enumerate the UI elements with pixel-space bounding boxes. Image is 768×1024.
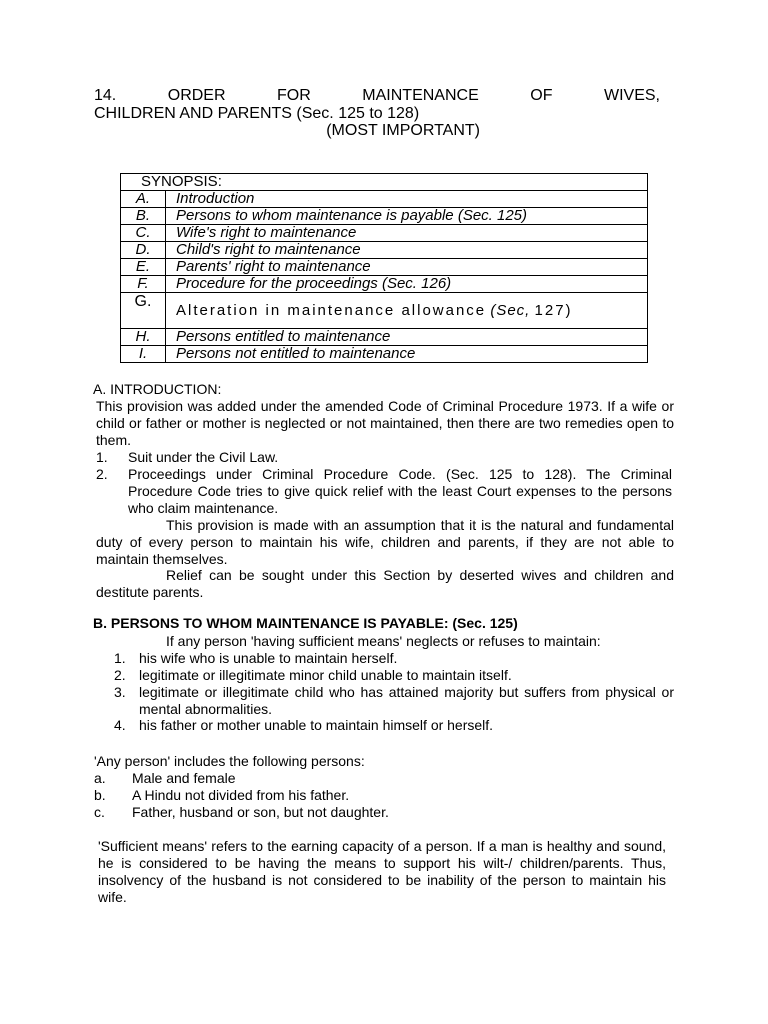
section-a-para-1: This provision was added under the amended Code of Criminal Procedure 1973. If a wife or child or father or mother is neglected or not maintained, then there are two remedies open to them.	[96, 398, 674, 448]
section-a-para-2: This provision is made with an assumption that it is the natural and fundamental duty of every person to maintain his wife, children and parents, if they are not able to maintain themselves.	[96, 517, 674, 567]
synopsis-label: Introduction	[166, 191, 648, 208]
list-item-text: his father or mother unable to maintain himself or herself.	[139, 717, 494, 733]
any-person-intro: 'Any person' includes the following persons:	[94, 753, 365, 769]
synopsis-row	[121, 259, 648, 276]
list-item-text: Father, husband or son, but not daughter.	[132, 804, 389, 820]
synopsis-row	[121, 293, 648, 329]
synopsis-row	[121, 208, 648, 225]
synopsis-row	[121, 276, 648, 293]
synopsis-table	[120, 173, 648, 363]
list-item-letter: c.	[94, 804, 105, 820]
list-item-text: Suit under the Civil Law.	[128, 449, 279, 465]
synopsis-letter: G.	[121, 293, 166, 329]
list-item-number: 2.	[114, 667, 126, 683]
list-item-letter: a.	[94, 770, 106, 786]
synopsis-letter: D.	[121, 242, 166, 259]
section-b-intro: If any person 'having sufficient means' neglects or refuses to maintain:	[166, 633, 601, 649]
synopsis-label: Persons entitled to maintenance	[166, 329, 648, 346]
synopsis-letter: A.	[121, 191, 166, 208]
synopsis-letter: F.	[121, 276, 166, 293]
sufficient-means-para: 'Sufficient means' refers to the earning capacity of a person. If a man is healthy and sound, he is considered to be having the means to support his wilt-/ children/parents. Thus, insolvency of the husband is not considered to be inability of the person to maintain his wife.	[98, 838, 666, 905]
synopsis-label: Persons not entitled to maintenance	[166, 346, 648, 363]
synopsis-letter: C.	[121, 225, 166, 242]
synopsis-heading: SYNOPSIS:	[121, 174, 648, 191]
synopsis-letter: H.	[121, 329, 166, 346]
list-item-text: Male and female	[132, 770, 236, 786]
section-b-heading: B. PERSONS TO WHOM MAINTENANCE IS PAYABLE: (Sec. 125)	[93, 615, 518, 631]
list-item-text: Proceedings under Criminal Procedure Code. (Sec. 125 to 128). The Criminal Procedure Code tries to give quick relief with the least Court expenses to the persons who claim maintenance.	[128, 466, 672, 516]
synopsis-label: Parents' right to maintenance	[166, 259, 648, 276]
synopsis-label: Wife's right to maintenance	[166, 225, 648, 242]
synopsis-label: Child's right to maintenance	[166, 242, 648, 259]
synopsis-row	[121, 191, 648, 208]
synopsis-row	[121, 242, 648, 259]
list-item-text: legitimate or illegitimate child who has attained majority but suffers from physical or mental abnormalities.	[139, 684, 674, 717]
synopsis-letter: B.	[121, 208, 166, 225]
list-item-number: 1.	[114, 650, 126, 666]
list-item-number: 4.	[114, 717, 126, 733]
synopsis-letter: I.	[121, 346, 166, 363]
list-item-text: legitimate or illegitimate minor child unable to maintain itself.	[139, 667, 512, 683]
list-item-number: 3.	[114, 684, 126, 700]
section-a-para-3: Relief can be sought under this Section by deserted wives and children and destitute parents.	[96, 567, 674, 600]
list-item-text: A Hindu not divided from his father.	[132, 787, 350, 803]
synopsis-header-row	[121, 174, 648, 191]
synopsis-label: Procedure for the proceedings (Sec. 126)	[166, 276, 648, 293]
title-line-2: CHILDREN AND PARENTS (Sec. 125 to 128)	[94, 105, 420, 122]
title-line-3: (MOST IMPORTANT)	[326, 122, 480, 139]
title-line-1: 14. ORDER FOR MAINTENANCE OF WIVES,	[94, 87, 660, 104]
list-item-letter: b.	[94, 787, 106, 803]
list-item-number: 1.	[96, 449, 108, 465]
synopsis-row	[121, 346, 648, 363]
synopsis-label: Persons to whom maintenance is payable (Sec. 125)	[166, 208, 648, 225]
list-item-text: his wife who is unable to maintain herself.	[139, 650, 398, 666]
synopsis-label-main: Alteration in maintenance allowance	[176, 301, 487, 319]
synopsis-label	[166, 293, 648, 329]
section-a-heading: A. INTRODUCTION:	[93, 381, 222, 397]
synopsis-label-num: 127)	[534, 301, 573, 319]
synopsis-letter: E.	[121, 259, 166, 276]
synopsis-row	[121, 329, 648, 346]
synopsis-label-sec: (Sec,	[490, 301, 531, 319]
synopsis-row	[121, 225, 648, 242]
list-item-number: 2.	[96, 466, 108, 482]
